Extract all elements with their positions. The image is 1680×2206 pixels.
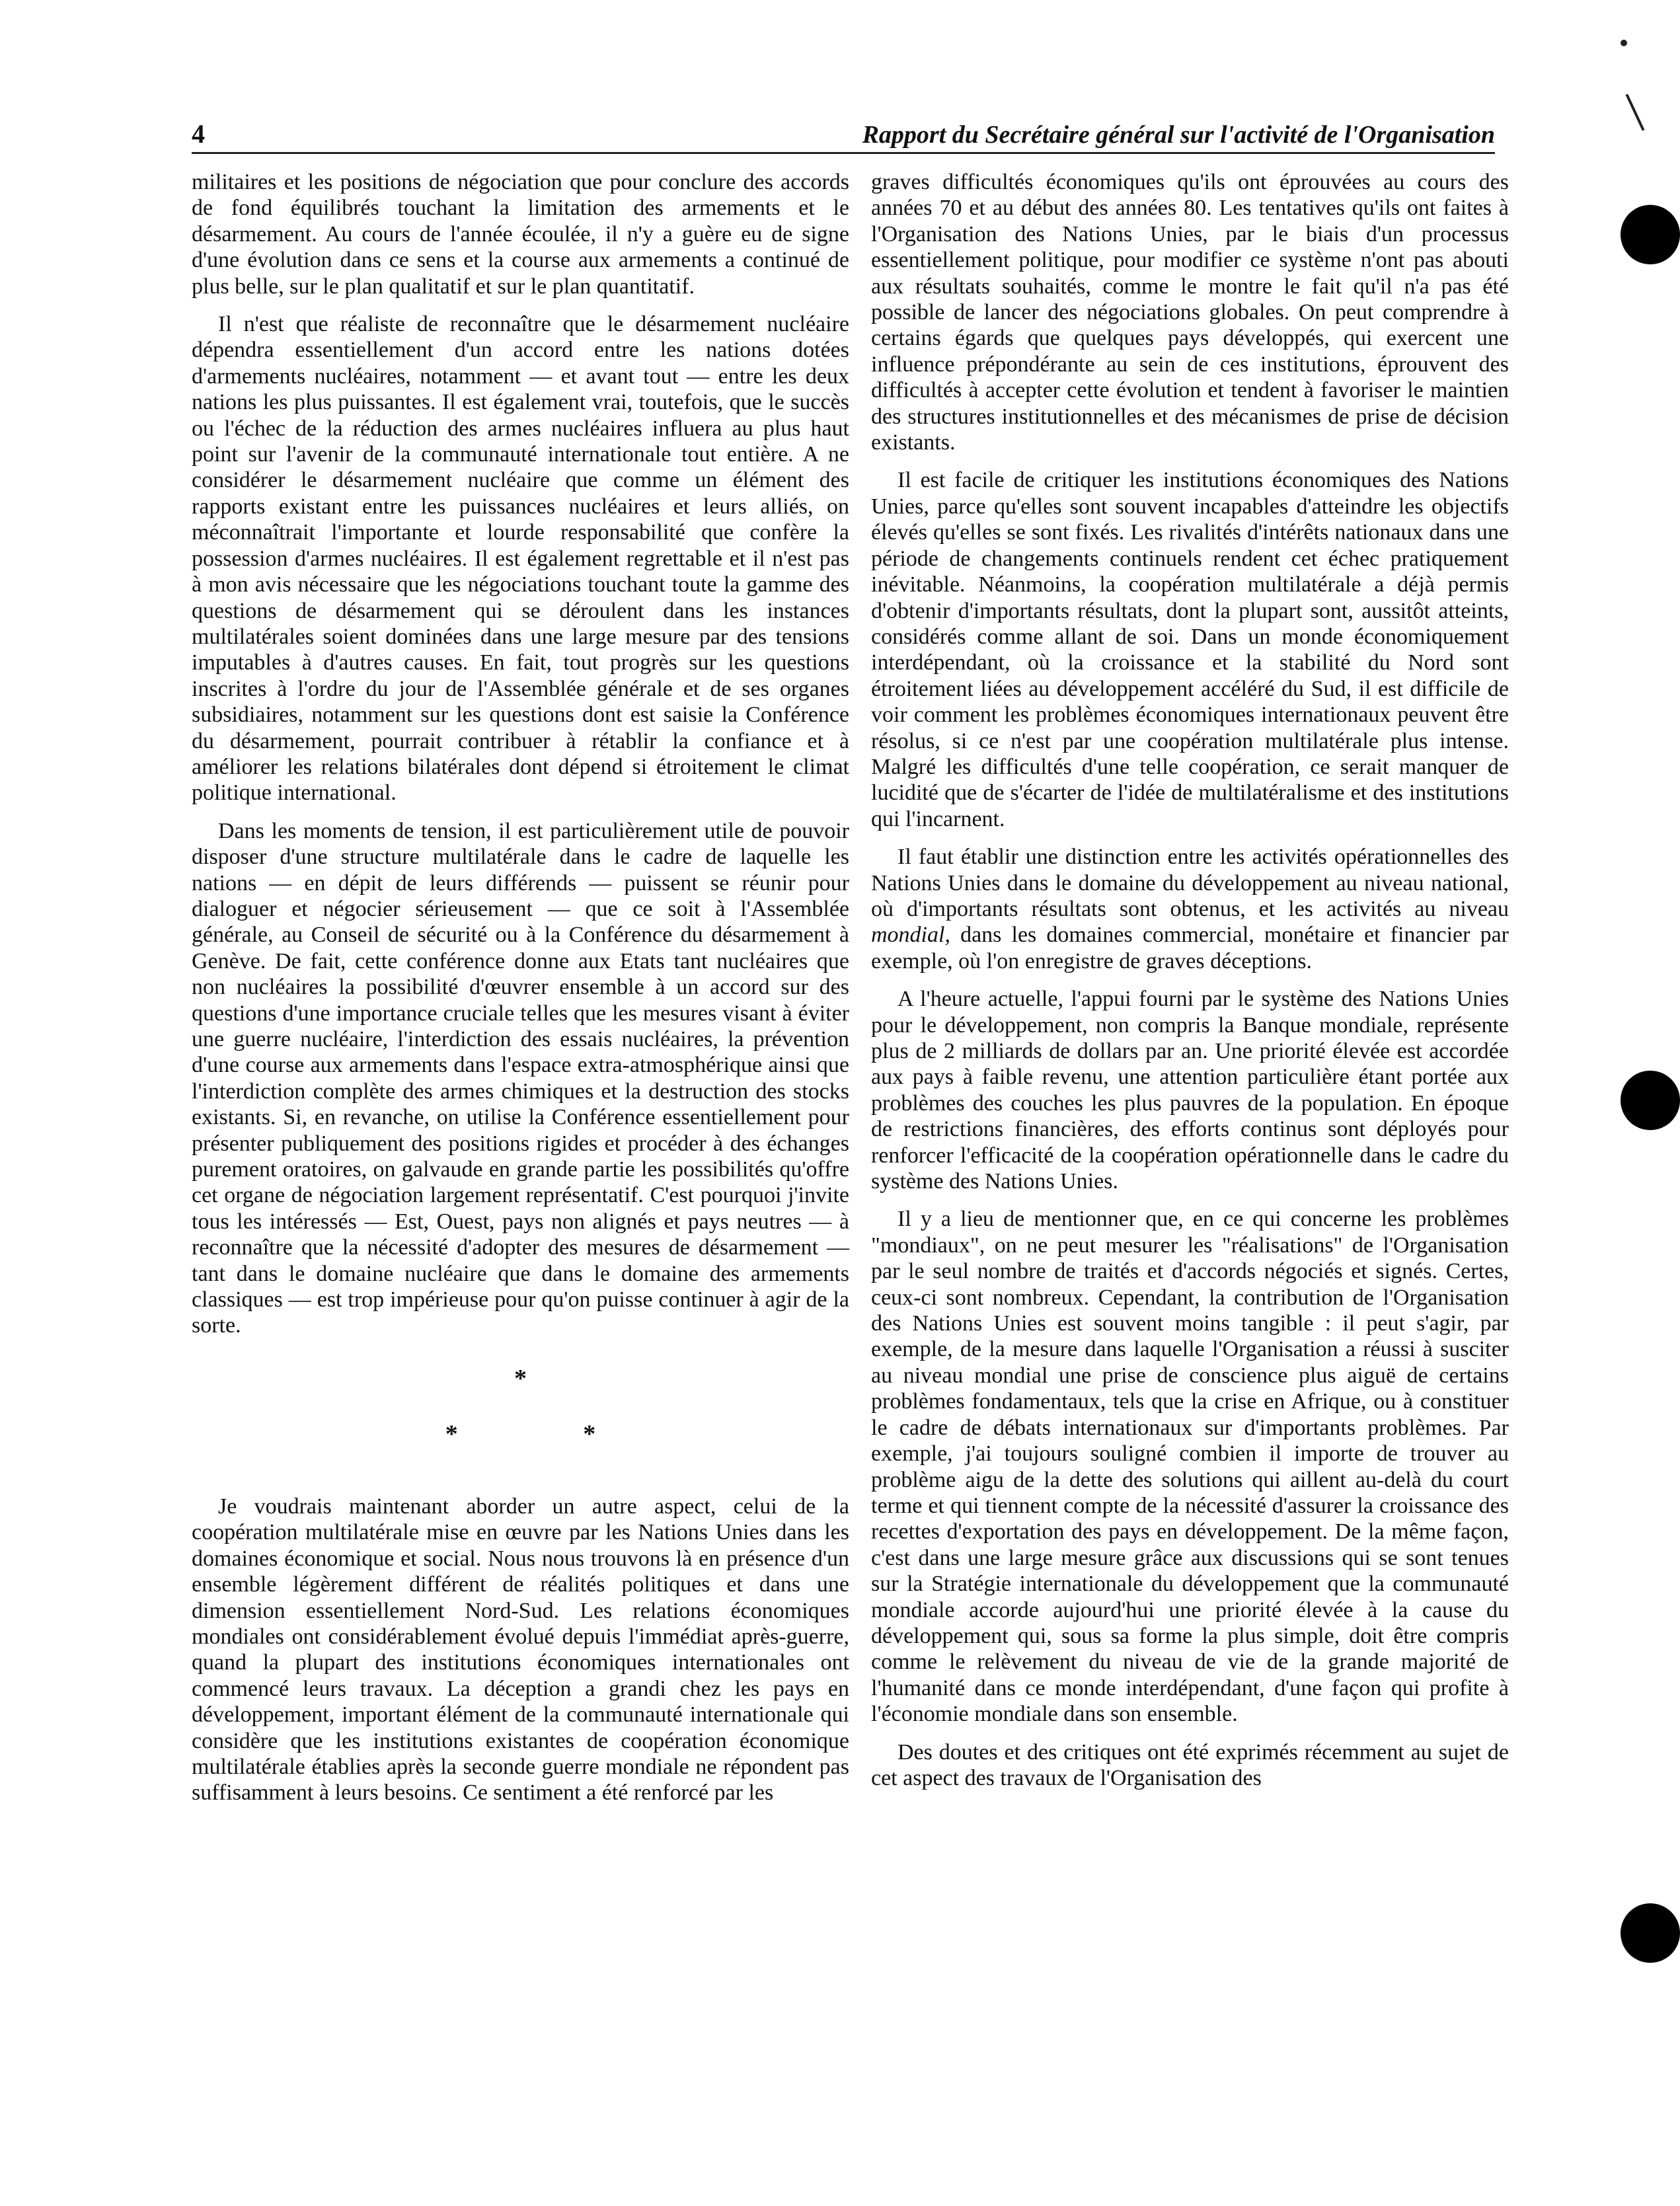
left-paragraph-1: militaires et les positions de négociation que pour conclure des accords de fond équilibrés touchant la limitation des armements et le désarmement. Au cours de l'année écoulée, il n'y a guère eu de signe d'une évolution dans ce sens et la course aux armements a continué de plus belle, sur le plan qualitatif et sur le plan quantitatif. (192, 170, 849, 299)
right-column (871, 169, 1509, 1803)
left-paragraph-2: Il n'est que réaliste de reconnaître que le désarmement nucléaire dépendra essentiellement d'un accord entre les nations dotées d'armements nucléaires, notamment — et avant tout — entre les deux nations les plus puissantes. Il est également vrai, toutefois, que le succès ou l'échec de la réduction des armes nucléaires influera au plus haut point sur l'avenir de la communauté internationale tout entière. A ne considérer le désarmement nucléaire que comme un élément des rapports existant entre les puissances nucléaires et leurs alliés, on méconnaîtrait l'importante et lourde responsabilité que confère la possession d'armes nucléaires. Il est également regrettable et il n'est pas à mon avis nécessaire que les négociations touchant toute la gamme des questions de désarmement qui se déroulent dans les instances multilatérales soient dominées dans une large mesure par des tensions imputables à d'autres causes. En fait, tout progrès sur les questions inscrites à l'ordre du jour de l'Assemblée générale et de ses organes subsidiaires, notamment sur les questions dont est saisie la Conférence du désarmement, pourrait contribuer à rétablir la confiance et à améliorer les relations bilatérales dont dépend si étroitement le climat politique international. (192, 312, 849, 806)
left-paragraph-3: Dans les moments de tension, il est particulièrement utile de pouvoir disposer d'une structure multilatérale dans le cadre de laquelle les nations — en dépit de leurs différends — puissent se réunir pour dialoguer et négocier sérieusement — que ce soit à l'Assemblée générale, au Conseil de sécurité ou à la Conférence du désarmement à Genève. De fait, cette conférence donne aux Etats tant nucléaires que non nucléaires la possibilité d'œuvrer ensemble à un accord sur des questions d'une importance cruciale telles que les mesures visant à éviter une guerre nucléaire, l'interdiction des essais nucléaires, la prévention d'une course aux armements dans l'espace extra-atmosphérique ainsi que l'interdiction complète des armes chimiques et la destruction des stocks existants. Si, en revanche, on utilise la Conférence essentiellement pour présenter publiquement des positions rigides et procéder à des échanges purement oratoires, on galvaude en grande partie les possibilités qu'offre cet organe de négociation largement représentatif. C'est pourquoi j'invite tous les intéressés — Est, Ouest, pays non alignés et pays neutres — à reconnaître que la nécessité d'adopter des mesures de désarmement — tant dans le domaine nucléaire que dans le domaine des armements classiques — est trop impérieuse pour qu'on puisse continuer à agir de la sorte. (192, 818, 849, 1338)
right-paragraph-6: Des doutes et des critiques ont été exprimés récemment au sujet de cet aspect des travaux de l'Organisation des (871, 1739, 1509, 1790)
scan-speck (1621, 40, 1627, 46)
right-paragraph-3-text-a: Il faut établir une distinction entre les activités opérationnelles des Nations Unies dans le domaine du développement au niveau national, où d'importants résultats sont obtenus, et les activités au niveau (871, 845, 1509, 921)
right-paragraph-2: Il est facile de critiquer les institutions économiques des Nations Unies, parce qu'elles sont souvent incapables d'atteindre les objectifs élevés qu'elles se sont fixés. Les rivalités d'intérêts nationaux dans une période de changements continuels rendent cet échec pratiquement inévitable. Néanmoins, la coopération multilatérale a déjà permis d'obtenir d'importants résultats, dont la plupart sont, aussitôt atteints, considérés comme allant de soi. Dans un monde économiquement interdépendant, où la croissance et la stabilité du Nord sont étroitement liées au développement accéléré du Sud, il est difficile de voir comment les problèmes économiques internationaux peuvent être résolus, si ce n'est par une coopération multilatérale plus intense. Malgré les difficultés d'une telle coopération, ce serait manquer de lucidité que de s'écarter de l'idée de multilatéralisme et des institutions qui l'incarnent. (871, 468, 1509, 831)
right-paragraph-4: A l'heure actuelle, l'appui fourni par le système des Nations Unies pour le développement, non compris la Banque mondiale, représente plus de 2 milliards de dollars par an. Une priorité élevée est accordée aux pays à faible revenu, une attention particulière étant portée aux problèmes des couches les plus pauvres de la population. En époque de restrictions financières, des efforts continus sont déployés pour renforcer l'efficacité de la coopération opérationnelle dans le cadre du système des Nations Unies. (871, 987, 1509, 1194)
right-paragraph-3 (871, 844, 1509, 974)
left-column (192, 169, 849, 1818)
right-paragraph-1: graves difficultés économiques qu'ils ont éprouvées au cours des années 70 et au début des années 80. Les tentatives qu'ils ont faites à l'Organisation des Nations Unies, par le biais d'un processus essentiellement politique, pour modifier ce système n'ont pas abouti aux résultats souhaités, comme le montre le fait qu'il n'a pas été possible de lancer des négociations globales. On peut comprendre à certains égards que quelques pays développés, qui exercent une influence prépondérante au sein de ces institutions, éprouvent des difficultés à accepter cette évolution et tendent à favoriser le maintien des structures institutionnelles et des mécanismes de prise de décision existants. (871, 170, 1509, 455)
right-paragraph-3-text-b: dans les domaines commercial, monétaire et financier par exemple, où l'on enregistre de graves déceptions. (871, 923, 1509, 973)
right-paragraph-5: Il y a lieu de mentionner que, en ce qui concerne les problèmes "mondiaux", on ne peut mesurer les "réalisations" de l'Organisation par le seul nombre de traités et d'accords négociés et signés. Certes, ceux-ci sont nombreux. Cependant, la contribution de l'Organisation des Nations Unies est souvent moins tangible : il peut s'agir, par exemple, de la mesure dans laquelle l'Organisation a réussi à susciter au niveau mondial une prise de conscience plus aiguë de certains problèmes fondamentaux, tels que la crise en Afrique, ou à constituer le cadre de débats internationaux sur d'importants problèmes. Par exemple, j'ai toujours souligné combien il importe de trouver au problème aigu de la dette des solutions qui aillent au-delà du court terme et qui tiennent compte de la nécessité d'assurer la croissance des recettes d'exportation des pays en développement. De la même façon, c'est dans une large mesure grâce aux discussions qui se sont tenues sur la Stratégie internationale du développement que la communauté mondiale accorde aujourd'hui une priorité élevée à la cause du développement qui, sous sa forme la plus simple, doit être compris comme le relèvement du niveau de vie de la grande majorité de l'humanité dans ce monde interdépendant, d'une façon qui profite à l'économie mondiale dans son ensemble. (871, 1207, 1509, 1727)
left-paragraph-4: Je voudrais maintenant aborder un autre aspect, celui de la coopération multilatérale mise en œuvre par les Nations Unies dans les domaines économique et social. Nous nous trouvons là en présence d'un ensemble légèrement différent de réalités politiques et dans une dimension essentiellement Nord-Sud. Les relations économiques mondiales ont considérablement évolué depuis l'immédiat après-guerre, quand la plupart des institutions économiques internationales ont commencé leurs travaux. La déception a grandi chez les pays en développement, important élément de la communauté internationale qui considère que les institutions existantes de coopération économique multilatérale établies après la seconde guerre mondiale ne répondent pas suffisamment à leurs besoins. Ce sentiment a été renforcé par les (192, 1494, 849, 1806)
page-header (192, 111, 1495, 154)
separator-star-top: * (514, 1364, 527, 1392)
separator-stars-bottom: * * (445, 1420, 656, 1448)
running-title: Rapport du Secrétaire général sur l'activité de l'Organisation (862, 121, 1495, 149)
emphasis-mondial: mondial, (871, 923, 950, 948)
punch-hole-top (1621, 205, 1680, 264)
page-number: 4 (192, 119, 205, 149)
scan-stroke (1626, 94, 1645, 131)
section-separator (192, 1365, 849, 1447)
punch-hole-middle (1621, 1071, 1680, 1130)
punch-hole-bottom (1621, 1903, 1680, 1963)
